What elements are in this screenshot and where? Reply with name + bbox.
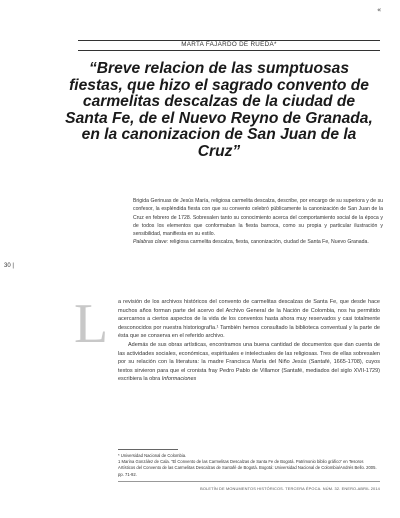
body-paragraph-2-italic: Informaciones xyxy=(161,376,197,383)
page-number: 30 | xyxy=(4,263,14,269)
footnotes xyxy=(118,453,380,478)
drop-cap: L xyxy=(74,293,109,355)
abstract xyxy=(133,197,383,247)
footnote-2: 1 Marina González de Cala. “El Convento de las Carmelitas Descalzas de Santa Fe de Bogotá. Patrimonio biblio gráfico” en Tesoros Artísticos del Convento de las Carmelitas Descalzas de Santafé de Bogotá. Bogotá: Universidad Nacional de Colombia/Andrés Bello. 2005. pp. 71-92. xyxy=(118,459,377,477)
body-paragraph-2-text: Además de sus obras artísticas, encontramos una buena cantidad de documentos que dan cuenta de las actividades sociales, económicas, espirituales e intelectuales de las religiosas. Tres de ellas sobresalen por su relación con la literatura: la madre Francisca María del Niño Jesús (Santafé, 1665-1708), cuyos textos sirvieron para que el cronista fray Pedro Pablo de Villamor (Santafé, mediados del siglo XVII-1729) escribiera la obra xyxy=(118,341,380,383)
abstract-text: Brigida Gerinuas de Jesús María, religiosa carmelita descalza, describe, por encargo de su superiora y de su confesor, la espléndida fiesta con que su convento celebró públicamente la canonización de San Juan de la Cruz en febrero de 1728. Sobresalen tanto su conocimiento acerca del comportamiento social de la época y de todos los elementos que conformaban la fiesta barroca, como su propia y particular ilustración y sensibilidad, manifiesta en su estilo. xyxy=(133,198,383,238)
keywords-text: religiosa carmelita descalza, fiesta, canonización, ciudad de Santa Fe, Nuevo Granada. xyxy=(168,239,369,246)
body-text xyxy=(118,298,380,384)
author-rule-bottom xyxy=(78,50,380,51)
author-name: MARTA FAJARDO DE RUEDA* xyxy=(181,41,277,48)
keywords xyxy=(133,238,383,246)
footnote-rule xyxy=(118,449,178,450)
body-paragraph-2 xyxy=(118,341,380,384)
corner-mark: « xyxy=(377,6,382,14)
article-title: “Breve relacion de las sumptuosas fiestas, que hizo el sagrado convento de carmelitas descalzas de la ciudad de Santa Fe, de el Nuevo Reyno de Granada, en la canonizacion de San Juan de la Cruz” xyxy=(65,60,373,160)
keywords-label: Palabras clave: xyxy=(133,239,169,246)
footnote-1: * Universidad Nacional de Colombia. xyxy=(118,453,187,458)
body-paragraph-1: a revisión de los archivos históricos del convento de carmelitas descalzas de Santa Fe, que desde hace muchos años forman parte del acervo del Archivo General de la Nación de Colombia, nos ha permitido acercarnos a ciertos aspectos de la vida de los conventos hasta ahora muy reservados y casi totalmente desconocidos por nuestra historiografía.¹ También hemos consultado la biblioteca conventual y la parte de ésta que se conserva en el referido archivo. xyxy=(118,299,380,340)
footer-rule xyxy=(118,481,380,482)
running-footer: BOLETÍN DE MONUMENTOS HISTÓRICOS. TERCERA ÉPOCA. NÚM. 32. ENERO-ABRIL 2014 xyxy=(200,486,380,491)
